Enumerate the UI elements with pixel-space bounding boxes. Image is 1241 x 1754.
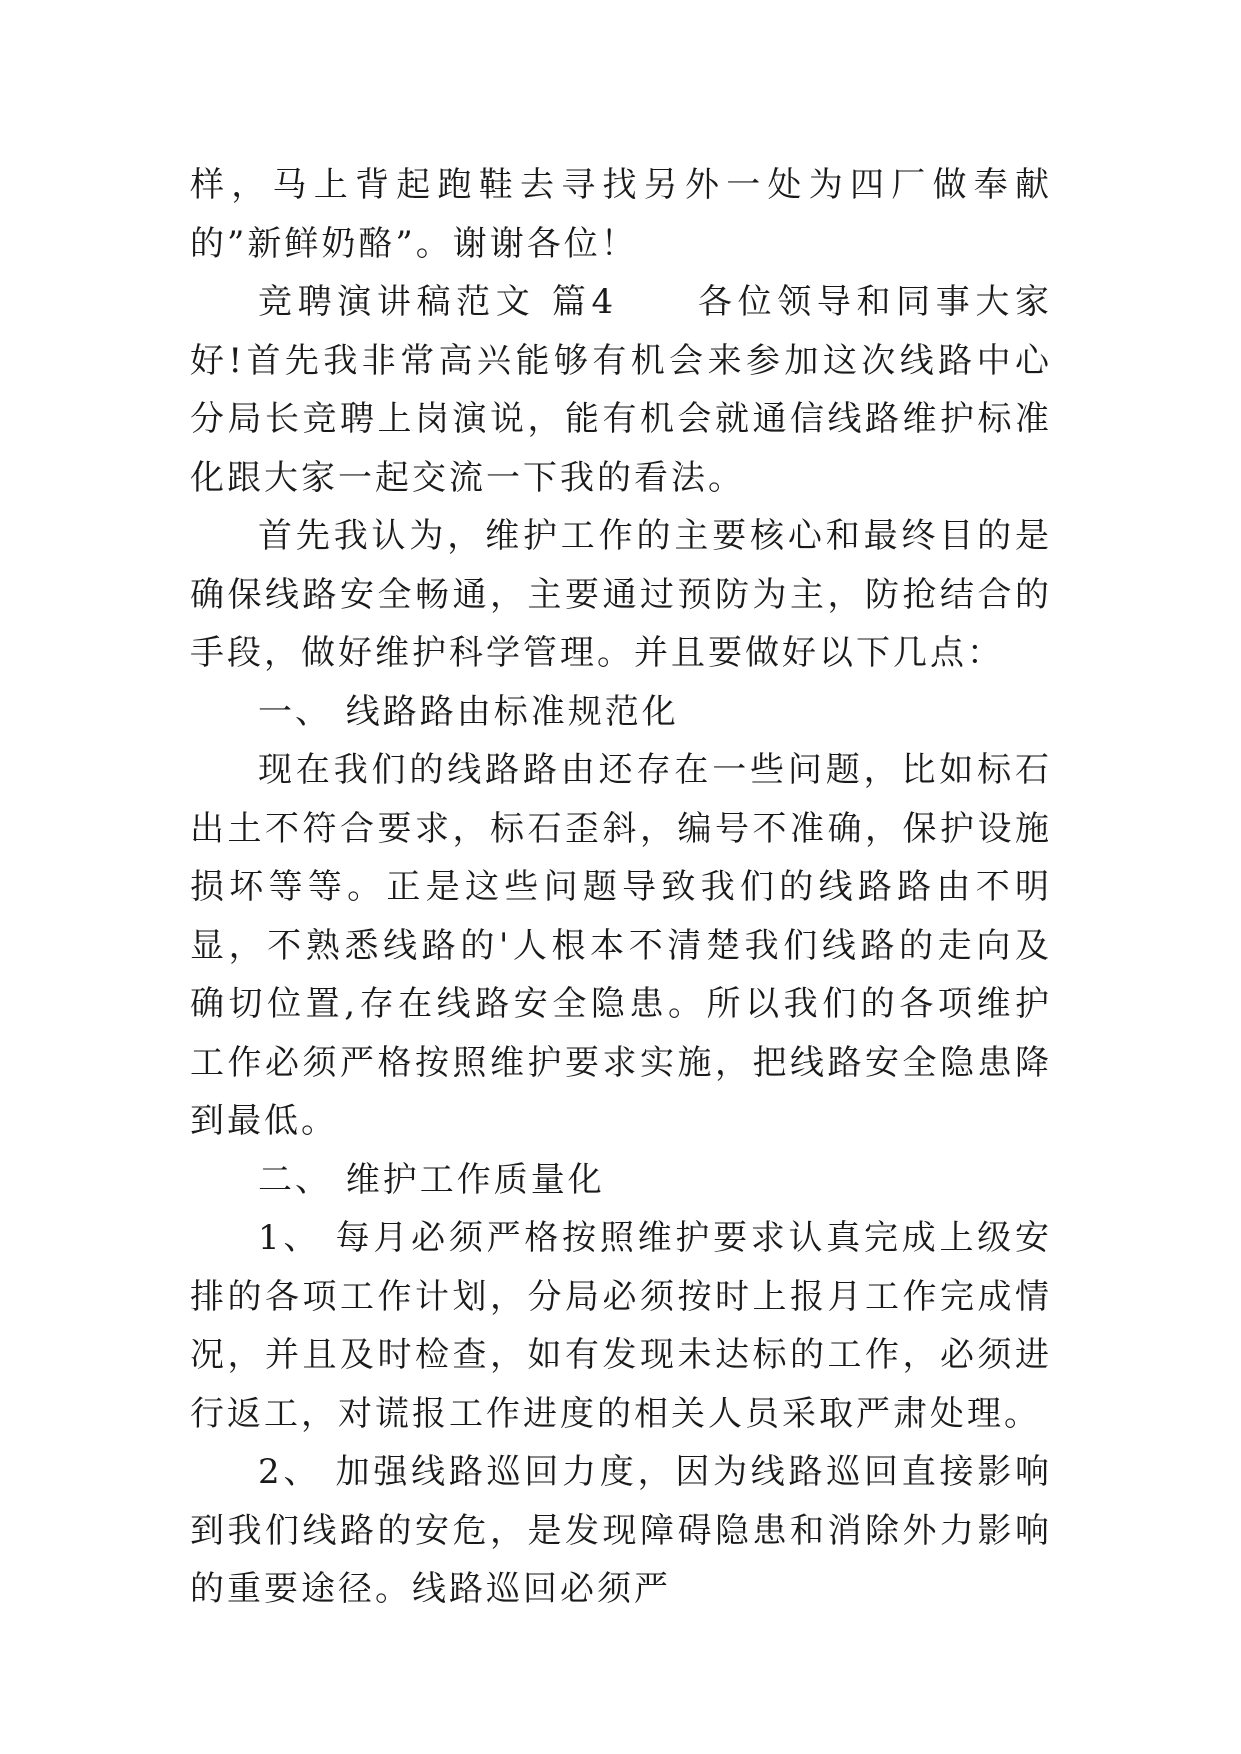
heading-point-two: 二、 维护工作质量化 (258, 1159, 605, 1200)
document-page (190, 156, 1052, 1619)
paragraph-section-title-intro: 竞聘演讲稿范文 篇4 各位领导和同事大家好!首先我非常高兴能够有机会来参加这次线路中心分局长竞聘上岗演说，能有机会就通信线路维护标准化跟大家一起交流一下我的看法。 (190, 282, 1052, 498)
paragraph-item-one: 1、 每月必须严格按照维护要求认真完成上级安排的各项工作计划，分局必须按时上报月工作完成情况，并且及时检查，如有发现未达标的工作，必须进行返工，对谎报工作进度的相关人员采取严肃处理。 (190, 1218, 1052, 1434)
paragraph-route-problems: 现在我们的线路路由还存在一些问题，比如标石出土不符合要求，标石歪斜，编号不准确，保护设施损坏等等。正是这些问题导致我们的线路路由不明显，不熟悉线路的'人根本不清楚我们线路的走向及确切位置,存在线路安全隐患。所以我们的各项维护工作必须严格按照维护要求实施，把线路安全隐患降到最低。 (190, 750, 1052, 1141)
heading-point-one: 一、 线路路由标准规范化 (258, 691, 679, 732)
paragraph-item-two: 2、 加强线路巡回力度，因为线路巡回直接影响到我们线路的安危，是发现障碍隐患和消除外力影响的重要途径。线路巡回必须严 (190, 1452, 1052, 1609)
paragraph-core-goal: 首先我认为，维护工作的主要核心和最终目的是确保线路安全畅通，主要通过预防为主，防抢结合的手段，做好维护科学管理。并且要做好以下几点： (190, 516, 1052, 673)
paragraph-continuation: 样，马上背起跑鞋去寻找另外一处为四厂做奉献的”新鲜奶酪”。谢谢各位！ (190, 165, 1052, 264)
